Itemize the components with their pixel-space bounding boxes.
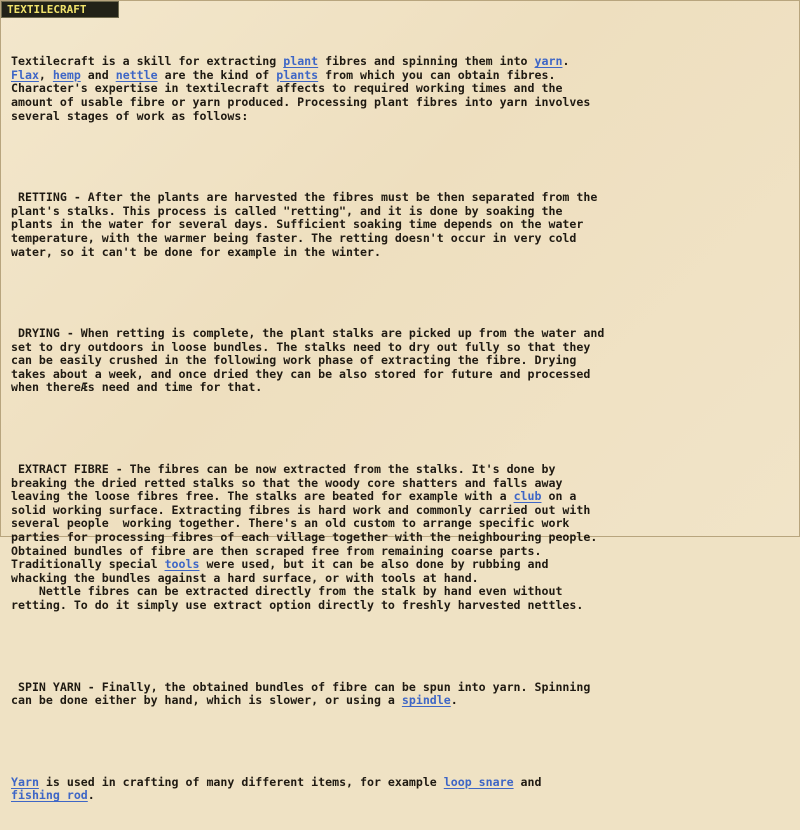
text-line: water, so it can't be done for example in the winter. — [11, 244, 381, 259]
text-line: plants in the water for several days. Sufficient soaking time depends on the water — [11, 217, 584, 232]
link-plants[interactable]: plants — [276, 67, 319, 82]
text-line: EXTRACT FIBRE - The fibres can be now extracted from the stalks. It's done by — [11, 462, 556, 476]
text-line: fibres and spinning them into — [318, 54, 535, 69]
link-tools[interactable]: tools — [164, 557, 200, 572]
text-line: Traditionally special — [11, 557, 165, 572]
text-line: temperature, with the warmer being faster. The retting doesn't occur in very cold — [11, 230, 577, 245]
link-nettle[interactable]: nettle — [115, 67, 158, 82]
title-bar — [1, 1, 119, 18]
link-plant[interactable]: plant — [283, 54, 319, 69]
spin-paragraph — [11, 681, 791, 708]
retting-paragraph — [11, 191, 791, 259]
link-hemp[interactable]: hemp — [52, 67, 81, 82]
text-line: Nettle fibres can be extracted directly from the stalk by hand even without — [11, 584, 563, 599]
text-line: . — [562, 54, 570, 69]
drying-paragraph — [11, 327, 791, 395]
help-text — [11, 28, 791, 830]
text-line: from which you can obtain fibres. — [318, 67, 556, 82]
link-yarn-2[interactable]: Yarn — [11, 774, 39, 789]
text-line: are the kind of — [157, 67, 277, 82]
text-line: . — [450, 693, 458, 708]
text-line: several stages of work as follows: — [11, 108, 249, 123]
text-line: . — [87, 788, 95, 803]
outro-paragraph — [11, 776, 791, 803]
link-yarn[interactable]: yarn — [534, 54, 563, 69]
text-line: , — [38, 67, 53, 82]
link-spindle[interactable]: spindle — [401, 693, 451, 708]
text-line: DRYING - When retting is complete, the plant stalks are picked up from the water and — [11, 326, 605, 341]
text-line: Textilecraft is a skill for extracting — [11, 54, 284, 69]
text-line: can be easily crushed in the following work phase of extracting the fibre. Drying — [11, 353, 577, 368]
text-line: were used, but it can be also done by rubbing and — [199, 557, 549, 572]
text-line: RETTING - After the plants are harvested the fibres must be then separated from the — [11, 190, 598, 205]
text-line: takes about a week, and once dried they can be also stored for future and processed — [11, 366, 591, 381]
text-line: solid working surface. Extracting fibres is hard work and commonly carried out with — [11, 502, 591, 517]
text-line: SPIN YARN - Finally, the obtained bundles of fibre can be spun into yarn. Spinning — [11, 679, 591, 694]
extract-paragraph — [11, 463, 791, 613]
link-fishing-rod[interactable]: fishing rod — [11, 788, 88, 803]
text-line: set to dry outdoors in loose bundles. The stalks need to dry out fully so that they — [11, 339, 591, 354]
text-line: several people working together. There's an old custom to arrange specific work — [11, 516, 570, 531]
link-club[interactable]: club — [513, 489, 542, 504]
text-line: Obtained bundles of fibre are then scraped free from remaining coarse parts. — [11, 543, 542, 558]
text-line: retting. To do it simply use extract option directly to freshly harvested nettles. — [11, 597, 584, 612]
text-line: on a — [541, 489, 577, 504]
text-line: and — [80, 67, 116, 82]
text-line: when thereÆs need and time for that. — [11, 380, 263, 395]
text-line: leaving the loose fibres free. The stalks are beated for example with a — [11, 489, 514, 504]
text-line: is used in crafting of many different items, for example — [38, 774, 444, 789]
window-title: TEXTILECRAFT — [7, 3, 87, 16]
text-line: whacking the bundles against a hard surface, or with tools at hand. — [11, 570, 479, 585]
intro-paragraph — [11, 55, 791, 123]
text-line: and — [513, 774, 542, 789]
text-line: can be done either by hand, which is slower, or using a — [11, 693, 402, 708]
text-line: amount of usable fibre or yarn produced. Processing plant fibres into yarn involves — [11, 94, 591, 109]
text-line: breaking the dried retted stalks so that the woody core shatters and falls away — [11, 475, 563, 490]
text-line: plant's stalks. This process is called "retting", and it is done by soaking the — [11, 203, 563, 218]
text-line: Character's expertise in textilecraft affects to required working times and the — [11, 81, 563, 96]
link-loop-snare[interactable]: loop snare — [443, 774, 514, 789]
text-line: parties for processing fibres of each village together with the neighbouring people. — [11, 529, 598, 544]
link-flax[interactable]: Flax — [11, 67, 39, 82]
